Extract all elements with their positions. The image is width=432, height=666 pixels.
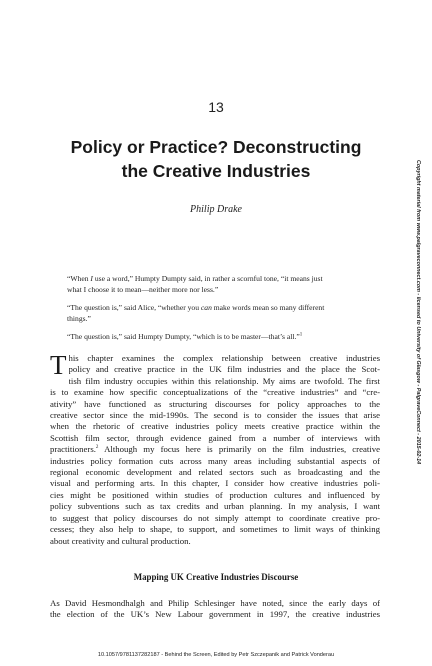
text-line: regional economic development and related sectors such as broadcasting and the xyxy=(50,467,380,478)
text-line: policy subventions such as tax credits and urban planning. In my analysis, I want xyxy=(50,501,380,512)
text-line: visual and performing arts. In this chapter, I consider how creative industries poli- xyxy=(50,478,380,489)
text-line: about creativity and cultural production. xyxy=(50,535,191,546)
chapter-title-line-2: the Creative Industries xyxy=(121,161,311,181)
text-line: is to examine how specific conceptualizations of the “creative industries” and “cre- xyxy=(50,387,380,398)
epigraph xyxy=(67,274,387,351)
text-line: to suggest that policy discourses do not simply attempt to coordinate creative pro- xyxy=(50,512,380,523)
text-line: ativity” have functioned as structuring discourses for policy approaches to the xyxy=(50,398,380,409)
text-line: cesses; they also help to shape, to support, and sometimes to limit ways of thinking xyxy=(50,524,380,535)
chapter-number: 13 xyxy=(208,99,224,115)
text-line: Scottish film sector, through evidence gained from a number of interviews with xyxy=(50,432,380,443)
page-footer-citation: 10.1057/9781137282187 - Behind the Screen, Edited by Petr Szczepanik and Patrick Vonderau xyxy=(97,652,335,658)
text-line: the election of the UK’s New Labour government in 1997, the creative industries xyxy=(50,609,380,620)
footnote-marker[interactable]: 1 xyxy=(299,332,303,338)
epigraph-paragraph-1: “When I use a word,” Humpty Dumpty said, in rather a scornful tone, “it means just what I choose it to mean—neither more nor less.” xyxy=(67,274,323,294)
chapter-author: Philip Drake xyxy=(190,204,242,215)
text-line: when the rhetoric of creative industries policy meets creative practice within the xyxy=(50,421,380,432)
copyright-watermark: Copyright material from www.palgraveconnect.com - licensed to University of Glasgow - PalgraveConnect - 2015-02-14 xyxy=(415,160,421,465)
text-line: industries policy formation cuts across many areas including substantial aspects of xyxy=(50,455,380,466)
text-line: his chapter examines the complex relationship between creative industries xyxy=(68,353,380,363)
chapter-title xyxy=(30,135,402,183)
epigraph-paragraph-3: “The question is,” said Humpty Dumpty, “which is to be master—that’s all.”$^1$ xyxy=(67,332,303,342)
text-line: practitioners.$^2$ Although my focus here is primarily on the film industries, creative xyxy=(50,444,380,455)
text-line: As David Hesmondhalgh and Philip Schlesinger have noted, since the early days of xyxy=(50,598,380,608)
section-heading: Mapping UK Creative Industries Discourse xyxy=(133,572,299,582)
epigraph-paragraph-2: “The question is,” said Alice, “whether you can make words mean so many different things.” xyxy=(67,303,325,323)
body-paragraph-2 xyxy=(50,598,380,621)
text-line: creative sector since the mid-1990s. The second is to consider the issues that arise xyxy=(50,410,380,421)
text-line: tish film industry occupies within this relationship. My aims are twofold. The first xyxy=(68,375,380,386)
chapter-title-line-1: Policy or Practice? Deconstructing xyxy=(70,137,362,157)
text-line: cies might be positioned within studies of production cultures and influenced by xyxy=(50,489,380,500)
drop-cap: T xyxy=(50,350,67,380)
body-paragraph-1 xyxy=(50,350,380,547)
footnote-marker[interactable]: 2 xyxy=(95,445,99,451)
text-line: policy and creative practice in the UK film industries and the place the Scot- xyxy=(68,364,380,375)
